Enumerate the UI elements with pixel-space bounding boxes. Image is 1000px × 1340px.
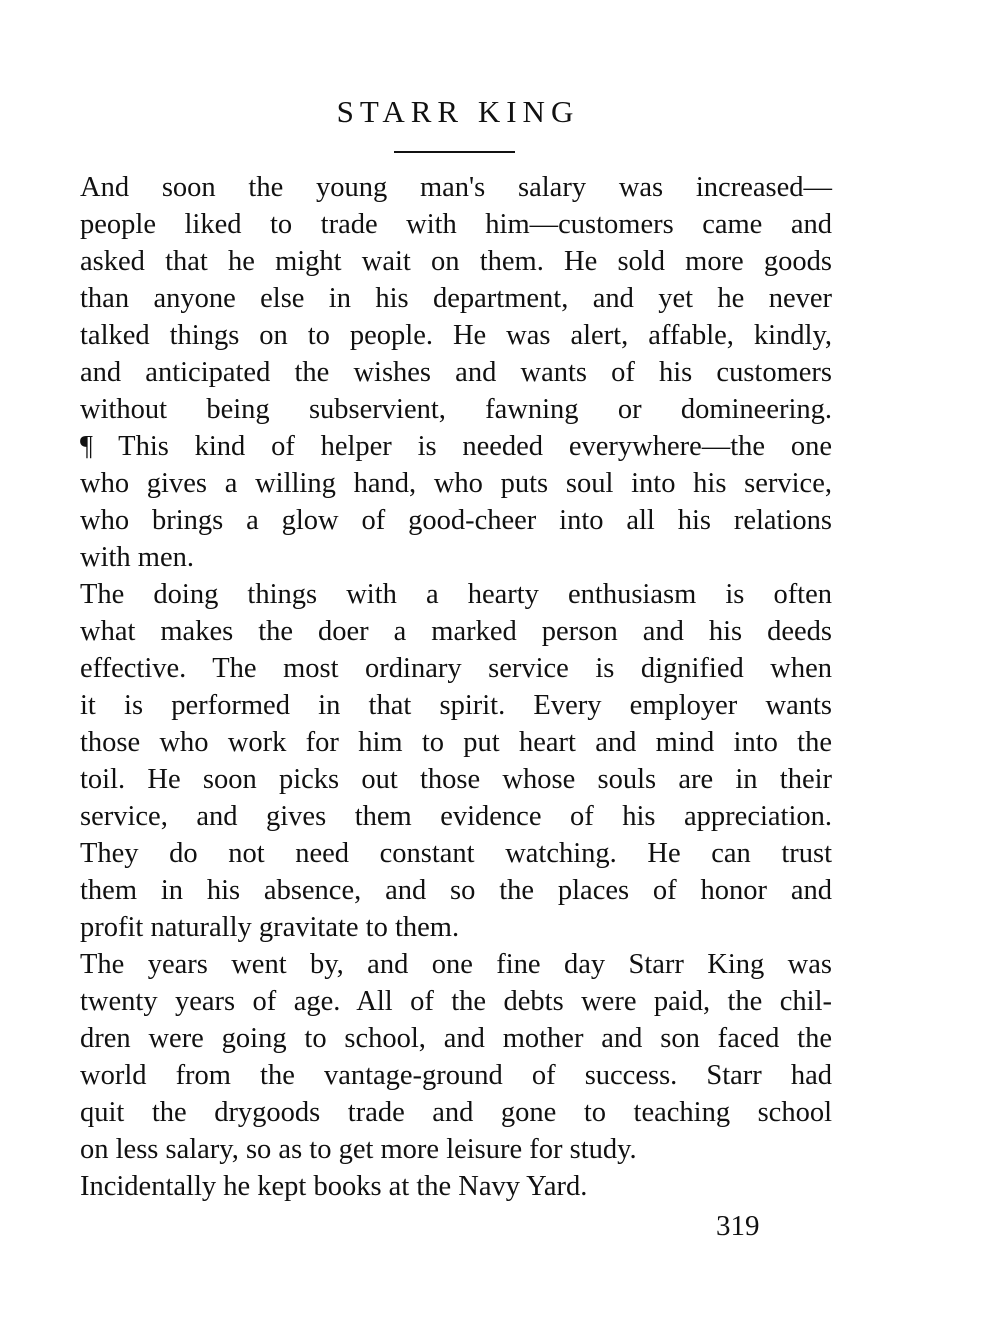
text-line: those who work for him to put heart and mind into the [80, 727, 832, 758]
text-line: asked that he might wait on them. He sold more goods [80, 246, 832, 277]
text-line: with men. [80, 542, 194, 573]
text-line: world from the vantage-ground of success. Starr had [80, 1060, 832, 1091]
text-line: profit naturally gravitate to them. [80, 912, 460, 943]
text-line: ¶ This kind of helper is needed everywhere—the one [80, 431, 832, 462]
running-head: STARR KING [336, 94, 580, 129]
text-line: Incidentally he kept books at the Navy Yard. [80, 1171, 588, 1202]
page-number: 319 [716, 1210, 760, 1242]
text-line: than anyone else in his department, and yet he never [80, 283, 832, 314]
text-line: toil. He soon picks out those whose souls are in their [80, 764, 832, 795]
text-line: without being subservient, fawning or domineering. [80, 394, 832, 425]
text-line: twenty years of age. All of the debts were paid, the chil- [80, 986, 832, 1017]
text-line: The years went by, and one fine day Starr King was [80, 949, 832, 980]
text-line: The doing things with a hearty enthusiasm is often [80, 579, 832, 610]
text-line: on less salary, so as to get more leisure for study. [80, 1134, 637, 1165]
text-line: And soon the young man's salary was increased— [80, 172, 832, 203]
text-line: people liked to trade with him—customers came and [80, 209, 832, 240]
text-line: who brings a glow of good-cheer into all his relations [80, 505, 832, 536]
text-line: it is performed in that spirit. Every employer wants [80, 690, 832, 721]
text-line: effective. The most ordinary service is dignified when [80, 653, 832, 684]
text-line: They do not need constant watching. He can trust [80, 838, 832, 869]
text-line: dren were going to school, and mother and son faced the [80, 1023, 832, 1054]
text-line: quit the drygoods trade and gone to teaching school [80, 1097, 832, 1128]
text-line: service, and gives them evidence of his appreciation. [80, 801, 832, 832]
body-text [80, 169, 832, 1205]
header-rule [394, 151, 515, 153]
text-line: them in his absence, and so the places of honor and [80, 875, 832, 906]
text-line: what makes the doer a marked person and his deeds [80, 616, 832, 647]
text-line: and anticipated the wishes and wants of his customers [80, 357, 832, 388]
text-line: who gives a willing hand, who puts soul into his service, [80, 468, 832, 499]
text-line: talked things on to people. He was alert, affable, kindly, [80, 320, 832, 351]
